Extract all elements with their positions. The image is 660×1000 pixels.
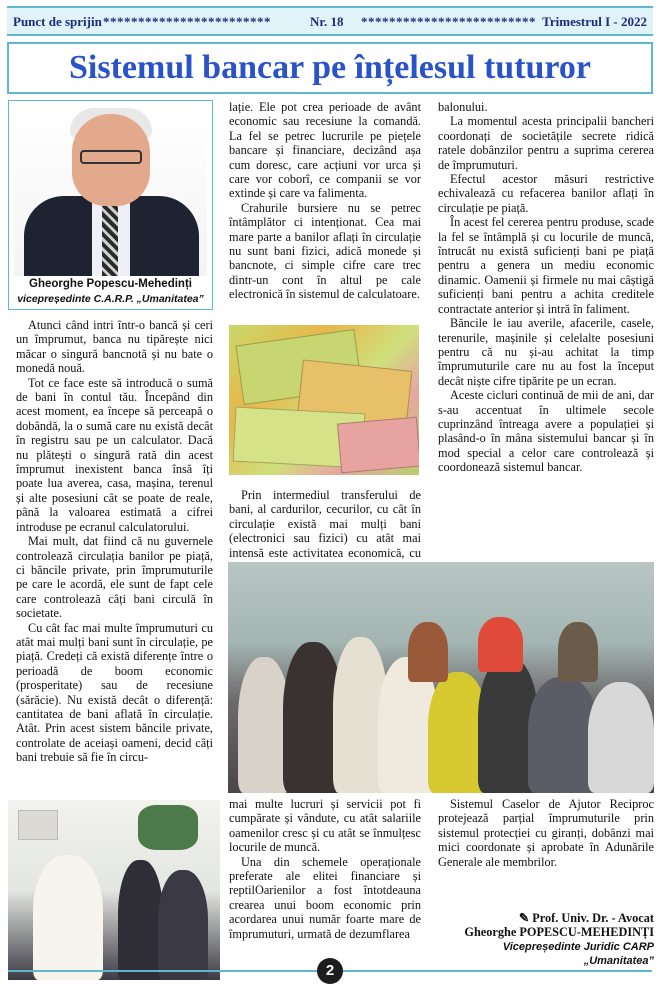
- column-2-bottom: [229, 797, 421, 941]
- column-1: [16, 318, 213, 765]
- signature-title: ✎ Prof. Univ. Dr. - Avocat: [518, 911, 654, 925]
- signature-name: Gheorghe POPESCU-MEHEDINȚI: [464, 925, 654, 940]
- column-3-bottom: [438, 797, 654, 869]
- author-portrait: [8, 100, 213, 310]
- paragraph: Tot ce face este să introducă o sumă de bani în contul tău. Începând din acest moment, ea începe să perceapă o dobândă, la o sumă care nu există decât în registru sau pe un calculator. Dacă nu plătești o singură rată din acest împrumut inexistent banca însă îți poate lua averea, casa, mașina, terenul și alte posesiuni cât se poate de reale, până la valoarea estimată a cifrei introduse pe ecranul calculatorului.: [16, 375, 213, 534]
- office-counter-photo: [8, 800, 220, 980]
- author-photo: [14, 106, 207, 276]
- paragraph: Crahurile bursiere nu se petrec întâmplător ci intenționat. Cea mai mare parte a banilor aflați în circulație nu sunt bani fizici, adică monede și bancnote, ci simple cifre care trec dintr-un cont în altul pe cale electronică în sistemul de calculatoare.: [229, 200, 421, 302]
- banknotes-photo: [229, 325, 419, 475]
- paragraph: Băncile le iau averile, afacerile, casele, terenurile, mașinile și celelalte posesiuni pentru că nu și-au achitat la timp împrumuturile care nu au fost la început decât niște cifre tipărite pe un ecran.: [438, 316, 654, 388]
- paragraph: lație. Ele pot crea perioade de avânt economic sau recesiune la comandă. La fel se petrec lucrurile pe piețele bancare și financiare, decizând așa cum doresc, care acțiuni vor urca și care vor coborî, ce companii se vor extinde și care va falimenta.: [229, 100, 421, 201]
- paragraph: La momentul acesta principalii bancheri coordonați de societățile secrete ridică ratele dobânzilor pentru a suprima cererea de împrumuturi.: [438, 114, 654, 172]
- paragraph: Sistemul Caselor de Ajutor Reciproc protejează parțial împrumuturile prin sistemul protecției cu giranți, dobânzi mai mici coordonate și aprobate în Adunările Generale ale membrilor.: [438, 797, 654, 869]
- paragraph: balonului.: [438, 100, 488, 114]
- portrait-role: vicepreședinte C.A.R.P. „Umanitatea”: [17, 293, 204, 305]
- column-3: [438, 100, 654, 475]
- column-2-top: [229, 100, 421, 302]
- article-title: Sistemul bancar pe înțelesul tuturor: [7, 42, 653, 94]
- meeting-audience-photo: [228, 562, 654, 793]
- page-number: 2: [317, 958, 343, 984]
- page-header: [7, 6, 653, 36]
- paragraph: Mai mult, dat fiind că nu guvernele controlează circulația banilor pe piață, ci băncile private, prin împrumuturile pe care le acordă, ele sunt de fapt cele care controlează câți bani circulă în societate.: [16, 534, 213, 621]
- paragraph: mai multe lucruri și servicii pot fi cumpărate și vândute, cu atât salariile oamenilor cresc și cu atât se înmulțesc locurile de muncă.: [229, 797, 421, 855]
- paragraph: Cu cât fac mai multe împrumuturi cu atât mai mulți bani sunt în circulație, pe piață. Credeți că există diferențe între o perioadă de boom economic (prosperitate) sau de recesiune (sărăcie). Nu există decât o diferență: cantitatea de bani aflată în circulație. Atât. Prin acest sistem băncile private, controlate de aceiași oameni, decid câți bani trebuie să fie în circu-: [16, 620, 213, 765]
- section-label: Punct de sprijin: [13, 14, 102, 29]
- author-signature: [440, 911, 654, 969]
- issue-period: Trimestrul I - 2022: [542, 14, 647, 29]
- paragraph: Atunci când intri într-o bancă și ceri un împrumut, banca nu tipărește nici măcar o singură bancnotă și nu bate o monedă nouă.: [16, 318, 213, 376]
- portrait-name: Gheorghe Popescu-Mehedinți: [29, 278, 192, 290]
- issue-number: Nr. 18: [310, 14, 344, 29]
- paragraph: Prin intermediul transferului de bani, al cardurilor, cecurilor, cu cât în circulație există mai mulți bani (electronici sau fizici) cu atât mai intensă este activitatea economică, cu: [229, 488, 421, 560]
- paragraph: Aceste cicluri continuă de mii de ani, dar s-au accentuat în ultimele secole cuprinzând întreaga avere a populației și plasând-o în mâna sistemului bancar și în mod special a celor care controlează și coordonează sistemul bancar.: [438, 388, 654, 475]
- header-stars-left: ************************: [103, 14, 271, 29]
- paragraph: În acest fel cererea pentru produse, scade la fel se întâmplă și cu locurile de muncă, întrucât nu există suficienți bani pe piață pentru a genera un mediu economic dinamic. Oamenii și firmele nu mai câștigă suficienți bani pentru a achita creditele contractate anterior și intră în faliment.: [438, 215, 654, 316]
- paragraph: Efectul acestor măsuri restrictive echivalează cu refacerea banilor aflați în circulație pe piață.: [438, 172, 654, 215]
- paragraph: Una din schemele operaționale preferate ale elitei financiare și reptilOarienilor a fost întotdeauna crearea unui boom economic prin acordarea unui număr foarte mare de împrumuturi, urmată de dezumflarea: [229, 854, 421, 941]
- header-stars-right: *************************: [361, 14, 536, 29]
- signature-role: Vicepreședinte Juridic CARP „Umanitatea”: [502, 940, 654, 968]
